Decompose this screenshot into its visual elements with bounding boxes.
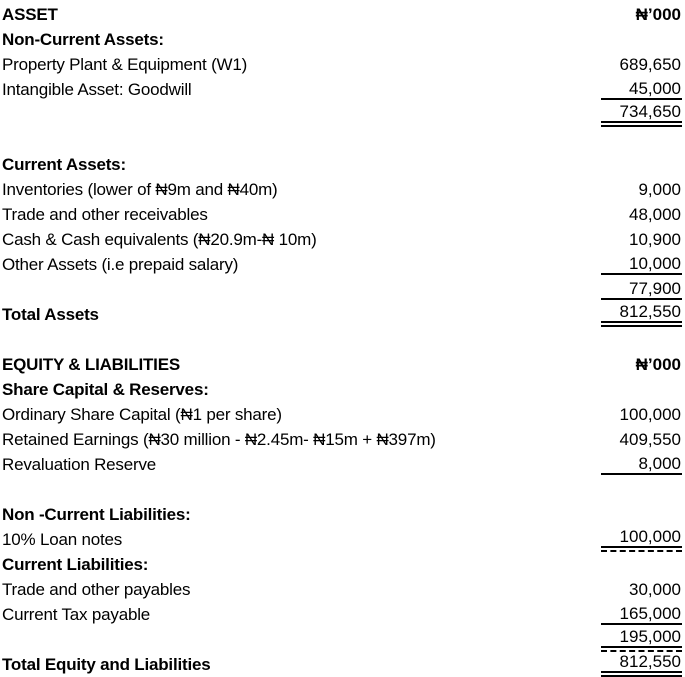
statement-row xyxy=(0,352,685,377)
statement-row xyxy=(0,202,685,227)
row-label: Revaluation Reserve xyxy=(2,455,157,474)
row-value xyxy=(623,206,682,224)
spacer-row xyxy=(0,127,685,152)
row-value xyxy=(623,231,682,249)
statement-row xyxy=(0,602,685,627)
value-text: 10,900 xyxy=(629,229,681,249)
value-text: ₦’000 xyxy=(635,4,681,24)
statement-row xyxy=(0,527,685,552)
row-value xyxy=(614,406,682,424)
statement-row xyxy=(0,627,685,652)
statement-row xyxy=(0,77,685,102)
statement-row xyxy=(0,452,685,477)
row-value xyxy=(601,528,682,552)
value-text: 734,650 xyxy=(601,103,682,123)
value-text: 9,000 xyxy=(638,179,681,199)
value-text: 8,000 xyxy=(601,455,682,475)
row-label: Trade and other receivables xyxy=(2,205,208,224)
row-label: Other Assets (i.e prepaid salary) xyxy=(2,255,239,274)
spacer-row xyxy=(0,327,685,352)
value-text: 10,000 xyxy=(601,255,682,275)
value-text: 409,550 xyxy=(619,429,681,449)
row-label: Total Equity and Liabilities xyxy=(2,655,211,674)
row-value xyxy=(601,455,682,475)
value-text xyxy=(675,569,682,570)
row-label: Current Assets: xyxy=(2,155,126,174)
row-value xyxy=(630,6,682,24)
value-text: 77,900 xyxy=(601,280,682,300)
statement-row xyxy=(0,402,685,427)
row-value xyxy=(675,31,682,48)
row-value xyxy=(601,280,682,300)
statement-row xyxy=(0,102,685,127)
value-text: 689,650 xyxy=(619,54,681,74)
row-value xyxy=(601,653,682,677)
row-label: Current Tax payable xyxy=(2,605,151,624)
value-text: ₦’000 xyxy=(635,354,681,374)
statement-row xyxy=(0,377,685,402)
value-text: 812,550 xyxy=(601,653,682,673)
statement-row xyxy=(0,252,685,277)
row-label: Total Assets xyxy=(2,305,99,324)
statement-row xyxy=(0,577,685,602)
value-text: 812,550 xyxy=(601,303,682,323)
value-text xyxy=(675,169,682,170)
statement-row xyxy=(0,27,685,52)
row-label: Trade and other payables xyxy=(2,580,191,599)
row-value xyxy=(675,556,682,573)
value-text: 48,000 xyxy=(629,204,681,224)
row-label: Non-Current Assets: xyxy=(2,30,164,49)
row-label: EQUITY & LIABILITIES xyxy=(2,355,180,374)
statement-row xyxy=(0,427,685,452)
row-label: Inventories (lower of ₦9m and ₦40m) xyxy=(2,180,278,199)
row-label: Property Plant & Equipment (W1) xyxy=(2,55,248,74)
row-value xyxy=(675,381,682,398)
statement-rows xyxy=(0,2,685,677)
value-text: 100,000 xyxy=(601,528,682,548)
statement-row xyxy=(0,152,685,177)
row-label: ASSET xyxy=(2,5,58,24)
underline-rule xyxy=(601,653,682,677)
underline-rule xyxy=(601,303,682,327)
row-label: Share Capital & Reserves: xyxy=(2,380,209,399)
row-value xyxy=(601,303,682,327)
row-label: Cash & Cash equivalents (₦20.9m-₦ 10m) xyxy=(2,230,317,249)
row-value xyxy=(601,628,682,652)
row-value xyxy=(601,605,682,625)
statement-row xyxy=(0,552,685,577)
statement-row xyxy=(0,227,685,252)
statement-row xyxy=(0,2,685,27)
value-text xyxy=(675,519,682,520)
row-label: Ordinary Share Capital (₦1 per share) xyxy=(2,405,282,424)
row-value xyxy=(675,156,682,173)
row-label: Non -Current Liabilities: xyxy=(2,505,191,524)
underline-rule xyxy=(601,528,682,552)
value-text: 30,000 xyxy=(629,579,681,599)
row-label: Retained Earnings (₦30 million - ₦2.45m- ₦15m + ₦397m) xyxy=(2,430,436,449)
row-value xyxy=(630,356,682,374)
statement-row xyxy=(0,277,685,302)
underline-rule xyxy=(601,628,682,652)
spacer-row xyxy=(0,477,685,502)
row-value xyxy=(675,506,682,523)
underline-rule xyxy=(601,103,682,127)
row-value xyxy=(601,80,682,100)
statement-row xyxy=(0,52,685,77)
row-value xyxy=(614,431,682,449)
row-label: Intangible Asset: Goodwill xyxy=(2,80,192,99)
statement-row xyxy=(0,652,685,677)
value-text: 100,000 xyxy=(619,404,681,424)
statement-row xyxy=(0,177,685,202)
row-value xyxy=(632,181,682,199)
value-text: 165,000 xyxy=(601,605,682,625)
value-text: 45,000 xyxy=(601,80,682,100)
row-value xyxy=(623,581,682,599)
statement-row xyxy=(0,502,685,527)
row-label: 10% Loan notes xyxy=(2,530,123,549)
value-text xyxy=(675,394,682,395)
value-text xyxy=(675,44,682,45)
statement-row xyxy=(0,302,685,327)
value-text: 195,000 xyxy=(601,628,682,648)
row-value xyxy=(601,255,682,275)
row-value xyxy=(601,103,682,127)
row-label: Current Liabilities: xyxy=(2,555,149,574)
row-value xyxy=(614,56,682,74)
